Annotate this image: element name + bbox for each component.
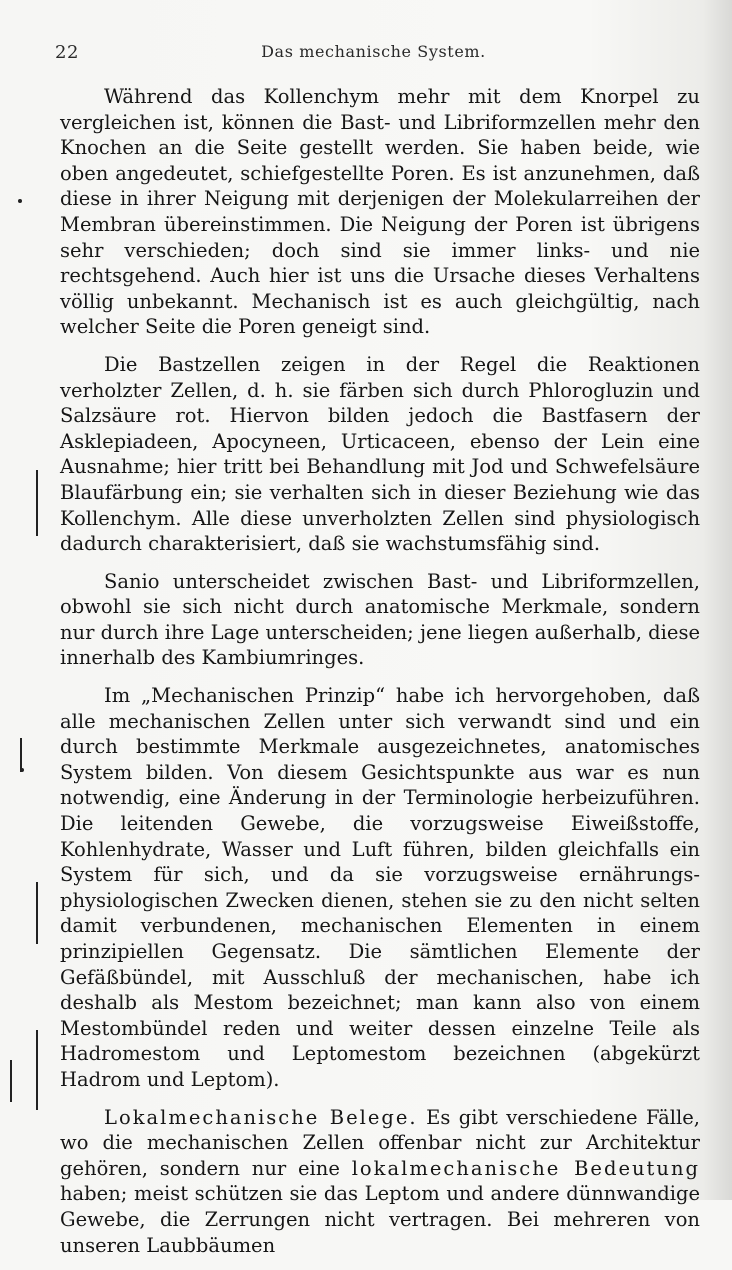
paragraph-kollenchym: Während das Kollenchym mehr mit dem Knorpel zu vergleichen ist, können die Bast- und Libriformzellen mehr den Knochen an die Seite gestellt werden. Sie haben beide, wie oben angedeutet, schiefgestellte Poren. Es ist anzunehmen, daß diese in ihrer Neigung mit derjenigen der Molekularreihen der Membran übereinstimmen. Die Neigung der Poren ist übrigens sehr verschieden; doch sind sie immer links- und nie rechtsgehend. Auch hier ist uns die Ursache dieses Verhaltens völlig unbekannt. Mechanisch ist es auch gleichgültig, nach welcher Seite die Poren geneigt sind. [60, 85, 700, 339]
page-number: 22 [55, 42, 79, 63]
margin-dot-mark [18, 199, 22, 203]
section-lead: Lokalmechanische Belege. [104, 1105, 418, 1129]
margin-line-mark [20, 738, 22, 772]
paragraph-lokalmechanische-belege [60, 1105, 700, 1259]
page-header [55, 42, 692, 66]
paragraph-bastzellen: Die Bastzellen zeigen in der Regel die Reaktionen verholzter Zellen, d. h. sie färben sich durch Phlorogluzin und Salzsäure rot. Hiervon bilden jedoch die Bastfasern der Asklepiadeen, Apocyneen, Urticaceen, ebenso der Lein eine Ausnahme; hier tritt bei Behandlung mit Jod und Schwefelsäure Blaufärbung ein; sie verhalten sich in dieser Beziehung wie das Kollenchym. Alle diese unverholzten Zellen sind physiologisch dadurch charakterisiert, daß sie wachstumsfähig sind. [60, 352, 700, 556]
emphasized-term: lokalmechanische Bedeutung [351, 1156, 700, 1180]
paragraph-text-b: haben; meist schützen sie das Leptom und andere dünnwandige Gewebe, die Zerrungen nicht vertragen. Bei mehreren von unseren Laubbäumen [60, 1182, 700, 1257]
paragraph-sanio: Sanio unterscheidet zwischen Bast- und Libriformzellen, obwohl sie sich nicht durch anatomische Merkmale, sondern nur durch ihre Lage unterscheiden; jene liegen außerhalb, diese innerhalb des Kambiumringes. [60, 569, 700, 670]
page-body [60, 84, 700, 1270]
margin-dot-mark [20, 768, 24, 772]
margin-line-mark [10, 1060, 12, 1102]
paragraph-text-a: Es gibt verschiedene Fälle, wo die mechanischen Zellen offenbar nicht zur Architektur gehören, sondern nur eine [60, 1105, 700, 1180]
margin-line-mark [36, 882, 38, 944]
margin-line-mark [36, 1030, 38, 1110]
paragraph-mechanisches-prinzip: Im „Mechanischen Prinzip“ habe ich hervorgehoben, daß alle mechanischen Zellen unter sich verwandt sind und ein durch bestimmte Merkmale ausgezeichnetes, anatomisches System bilden. Von diesem Gesichtspunkte aus war es nun notwendig, eine Änderung in der Terminologie herbeizuführen. Die leitenden Gewebe, die vorzugsweise Eiweißstoffe, Kohlenhydrate, Wasser und Luft führen, bilden gleichfalls ein System für sich, und da sie vorzugsweise ernährungs-physiologischen Zwecken dienen, stehen sie zu den nicht selten damit verbundenen, mechanischen Elementen in einem prinzipiellen Gegensatz. Die sämtlichen Elemente der Gefäßbündel, mit Ausschluß der mechanischen, habe ich deshalb als Mestom bezeichnet; man kann also von einem Mestombündel reden und weiter dessen einzelne Teile als Hadromestom und Leptomestom bezeichnen (abgekürzt Hadrom und Leptom). [60, 684, 700, 1091]
margin-line-mark [36, 470, 38, 536]
running-head: Das mechanische System. [261, 42, 486, 61]
